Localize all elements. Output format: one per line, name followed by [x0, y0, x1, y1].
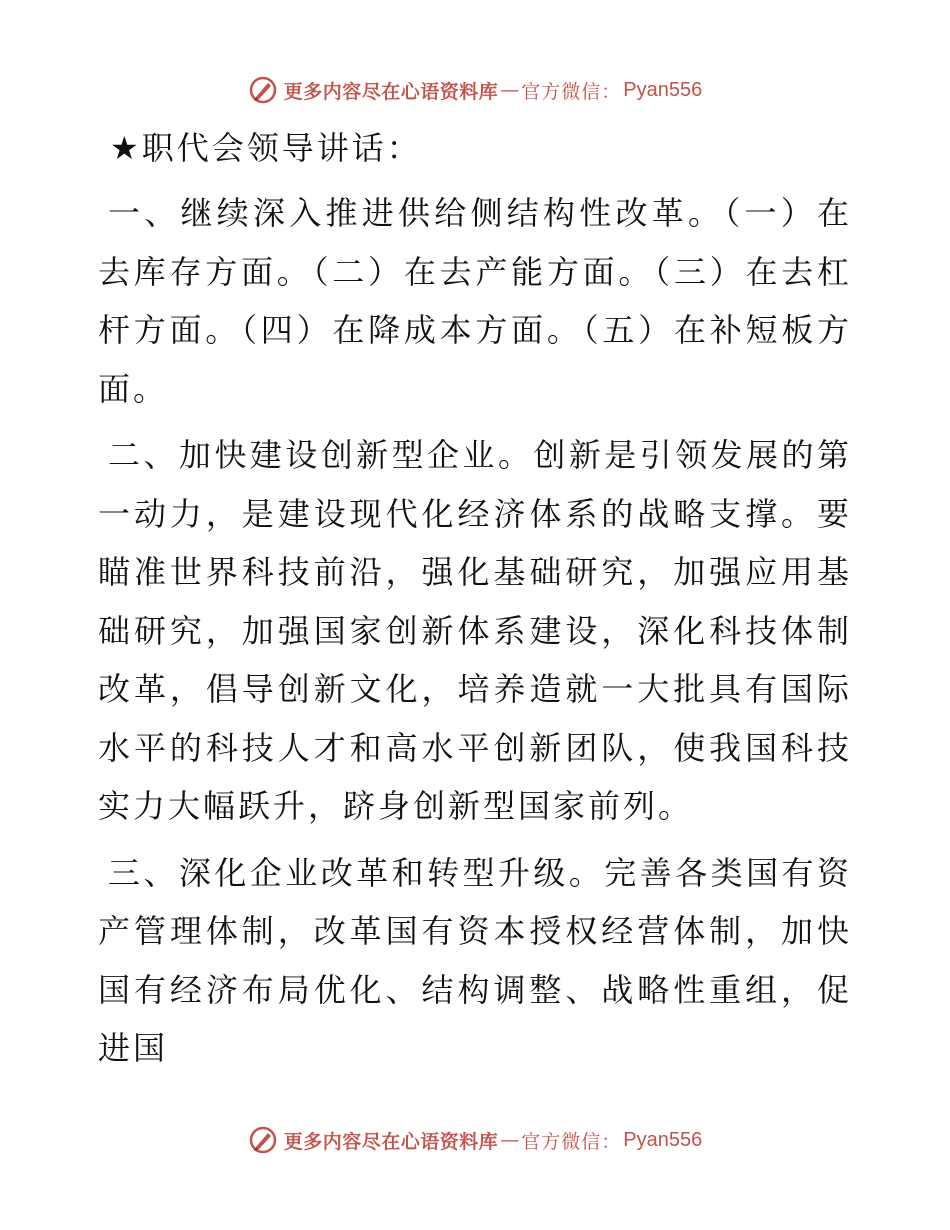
- banner-wechat-id: Pyan556: [623, 1128, 703, 1151]
- pen-logo-icon: [248, 75, 278, 105]
- banner-official-label: 官方微信：: [521, 1130, 622, 1153]
- document-body: [98, 118, 852, 1086]
- banner-wechat-id: Pyan556: [623, 78, 703, 101]
- header-banner: [0, 70, 950, 110]
- document-heading: ★职代会领导讲话：: [110, 129, 422, 167]
- paragraph-2: 二、加快建设创新型企业。创新是引领发展的第一动力，是建设现代化经济体系的战略支撑。要瞄准世界科技前沿，强化基础研究，加强应用基础研究，加强国家创新体系建设，深化科技体制改革，倡导创新文化，培养造就一大批具有国际水平的科技人才和高水平创新团队，使我国科技实力大幅跃升，跻身创新型国家前列。: [98, 436, 852, 825]
- banner-official-label: 官方微信：: [521, 80, 622, 103]
- banner-brand: 更多内容尽在心语资料库: [283, 1130, 499, 1153]
- paragraph-1: 一、继续深入推进供给侧结构性改革。（一）在去库存方面。（二）在去产能方面。（三）在去杠杆方面。（四）在降成本方面。（五）在补短板方面。: [98, 194, 852, 408]
- banner-dash: —: [500, 1129, 520, 1151]
- pen-logo-icon: [248, 1125, 278, 1155]
- footer-banner: [0, 1120, 950, 1160]
- banner-dash: —: [500, 79, 520, 101]
- paragraph-3: 三、深化企业改革和转型升级。完善各类国有资产管理体制，改革国有资本授权经营体制，加快国有经济布局优化、结构调整、战略性重组，促进国: [98, 853, 852, 1067]
- banner-brand: 更多内容尽在心语资料库: [283, 80, 499, 103]
